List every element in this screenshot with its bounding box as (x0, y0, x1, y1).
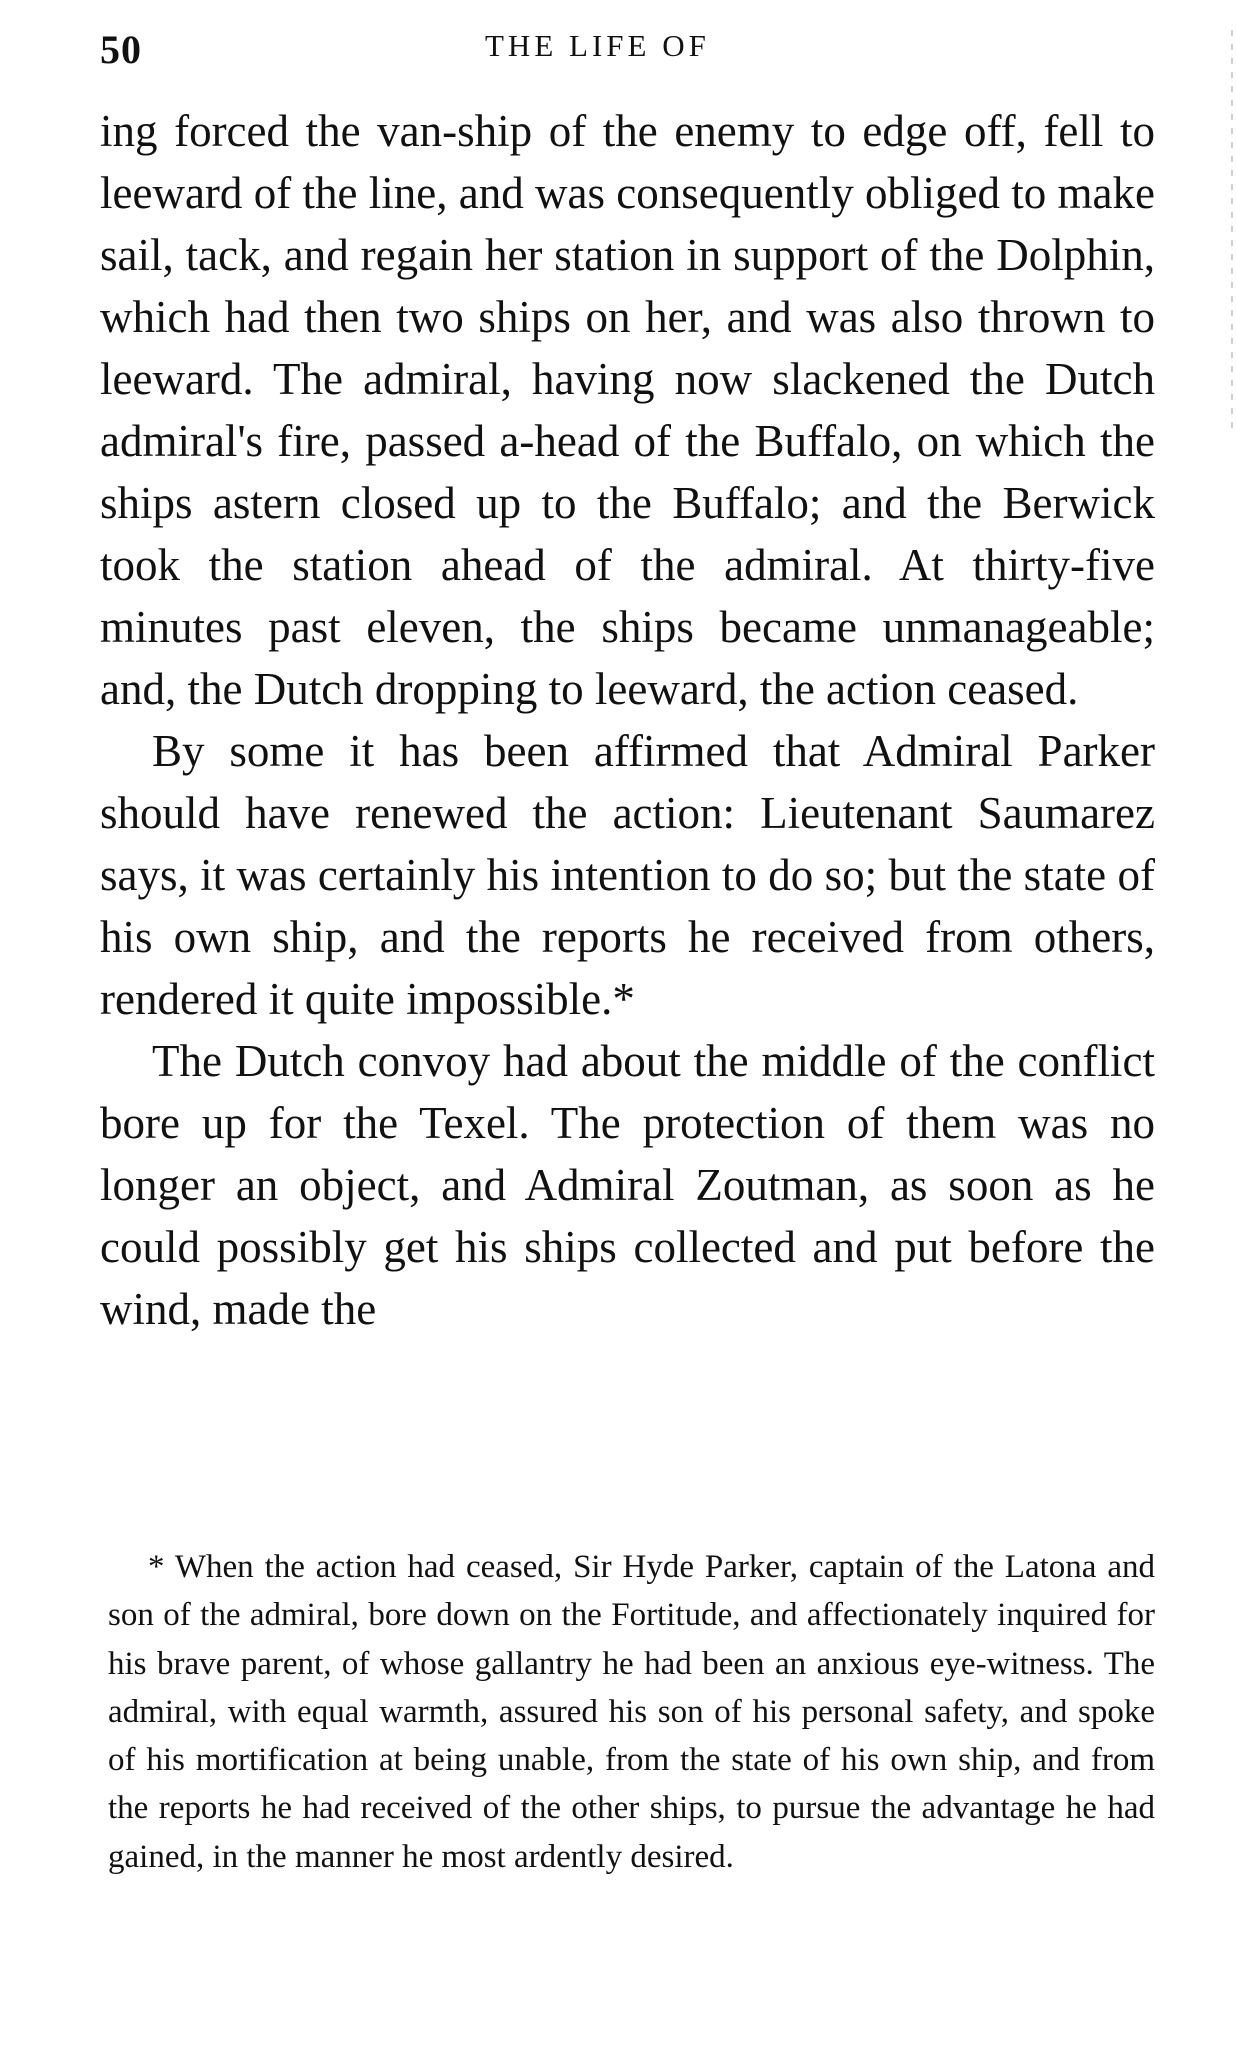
main-text (100, 100, 1155, 1340)
paragraph-renewed-action: By some it has been affirmed that Admiral Parker should have renewed the action: Lieutenant Saumarez says, it was certainly his intention to do so; but the state of his own ship, and the reports he received from others, rendered it quite impossible.* (100, 726, 1155, 1024)
page-edge-mark (1231, 30, 1233, 430)
footnote-text: * When the action had ceased, Sir Hyde Parker, captain of the Latona and son of the admiral, bore down on the Fortitude, and affectionately inquired for his brave parent, of whose gallantry he had been an anxious eye-witness. The admiral, with equal warmth, assured his son of his personal safety, and spoke of his mortification at being unable, from the state of his own ship, and from the reports he had received of the other ships, to pursue the advantage he had gained, in the manner he most ardently desired. (108, 1549, 1155, 1875)
running-head: THE LIFE OF (485, 28, 710, 63)
paragraph-continued: ing forced the van-ship of the enemy to edge off, fell to leeward of the line, and was consequently obliged to make sail, tack, and regain her station in support of the Dolphin, which had then two ships on her, and was also thrown to leeward. The admiral, having now slackened the Dutch admiral's fire, passed a-head of the Buffalo, on which the ships astern closed up to the Buffalo; and the Berwick took the station ahead of the admiral. At thirty-five minutes past eleven, the ships became unmanageable; and, the Dutch dropping to leeward, the action ceased. (100, 106, 1155, 714)
page-header (0, 22, 1237, 82)
page-number: 50 (100, 27, 142, 72)
paragraph-dutch-convoy: The Dutch convoy had about the middle of the conflict bore up for the Texel. The protection of them was no longer an object, and Admiral Zoutman, as soon as he could possibly get his ships collected and put before the wind, made the (100, 1036, 1155, 1334)
footnote (108, 1543, 1155, 1881)
